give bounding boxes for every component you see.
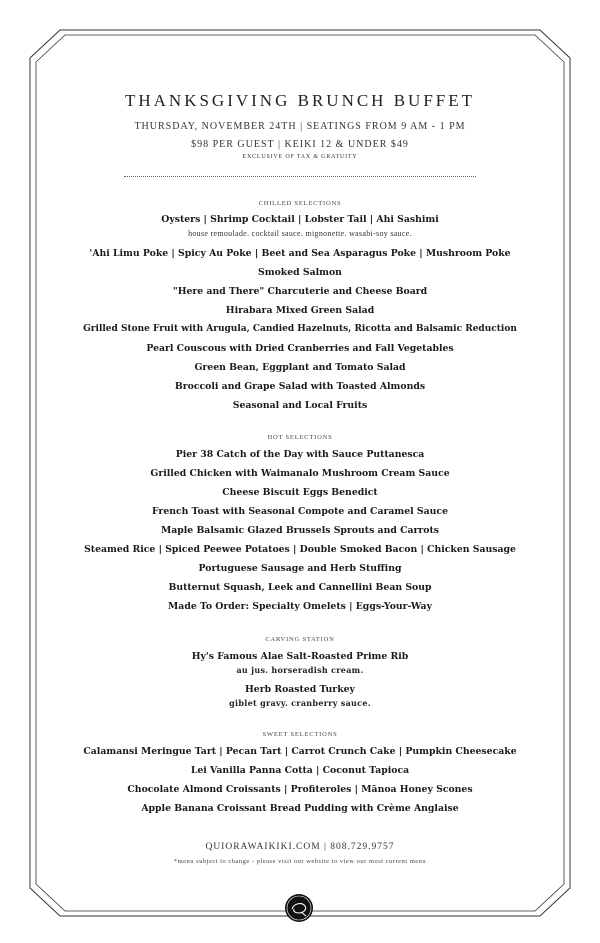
item-description: au jus. horseradish cream. [236, 665, 364, 675]
quiora-logo-icon [283, 892, 315, 924]
menu-item: Pier 38 Catch of the Day with Sauce Puttanesca [175, 449, 425, 460]
menu-item: Hy's Famous Alae Salt-Roasted Prime Rib [191, 651, 409, 662]
menu-item: Oysters | Shrimp Cocktail | Lobster Tail | Ahi Sashimi [161, 214, 439, 225]
menu-item: Smoked Salmon [258, 267, 342, 278]
menu-item: Butternut Squash, Leek and Cannellini Bean Soup [168, 582, 432, 593]
menu-item: Apple Banana Croissant Bread Pudding with Crème Anglaise [141, 803, 459, 814]
item-description: house remoulade. cocktail sauce. mignonette. wasabi-soy sauce. [188, 229, 412, 238]
menu-item: Broccoli and Grape Salad with Toasted Almonds [174, 381, 426, 392]
menu-item: Portuguese Sausage and Herb Stuffing [198, 563, 402, 574]
tax-note: EXCLUSIVE OF TAX & GRATUITY [242, 154, 358, 160]
item-description: giblet gravy. cranberry sauce. [229, 698, 371, 708]
section-heading-carving: CARVING STATION [265, 636, 335, 643]
price-line: $98 PER GUEST | KEIKI 12 & UNDER $49 [191, 139, 409, 150]
menu-item: Lei Vanilla Panna Cotta | Coconut Tapioca [190, 765, 410, 776]
menu-item: French Toast with Seasonal Compote and Caramel Sauce [151, 506, 448, 517]
dotted-divider [124, 176, 476, 177]
menu-item: Calamansi Meringue Tart | Pecan Tart | Carrot Crunch Cake | Pumpkin Cheesecake [83, 746, 517, 757]
menu-item: Made To Order: Specialty Omelets | Eggs-Your-Way [168, 601, 432, 612]
menu-item: Grilled Stone Fruit with Arugula, Candied Hazelnuts, Ricotta and Balsamic Reduction [83, 324, 517, 334]
section-heading-hot: HOT SELECTIONS [267, 434, 333, 441]
menu-disclaimer: *menu subject to change - please visit our website to view our most current menu [173, 858, 427, 865]
website-phone: QUIORAWAIKIKI.COM | 808.729.9757 [205, 842, 395, 852]
menu-item: 'Ahi Limu Poke | Spicy Au Poke | Beet and Sea Asparagus Poke | Mushroom Poke [89, 248, 511, 259]
menu-item: Pearl Couscous with Dried Cranberries and Fall Vegetables [146, 343, 454, 354]
menu-title: THANKSGIVING BRUNCH BUFFET [124, 91, 476, 110]
menu-item: "Here and There" Charcuterie and Cheese Board [172, 286, 428, 297]
menu-item: Green Bean, Eggplant and Tomato Salad [194, 362, 406, 373]
menu-item: Hirabara Mixed Green Salad [225, 305, 375, 316]
menu-item: Maple Balsamic Glazed Brussels Sprouts and Carrots [160, 525, 440, 536]
date-line: THURSDAY, NOVEMBER 24TH | SEATINGS FROM 9 AM - 1 PM [134, 121, 466, 132]
section-heading-chilled: CHILLED SELECTIONS [258, 200, 342, 207]
menu-item: Cheese Biscuit Eggs Benedict [222, 487, 378, 498]
menu-item: Grilled Chicken with Waimanalo Mushroom Cream Sauce [150, 468, 450, 479]
section-heading-sweet: SWEET SELECTIONS [262, 731, 338, 738]
menu-item: Herb Roasted Turkey [245, 684, 355, 695]
menu-item: Steamed Rice | Spiced Peewee Potatoes | Double Smoked Bacon | Chicken Sausage [84, 544, 516, 555]
menu-item: Seasonal and Local Fruits [232, 400, 368, 411]
menu-item: Chocolate Almond Croissants | Profiteroles | Mānoa Honey Scones [127, 784, 473, 795]
